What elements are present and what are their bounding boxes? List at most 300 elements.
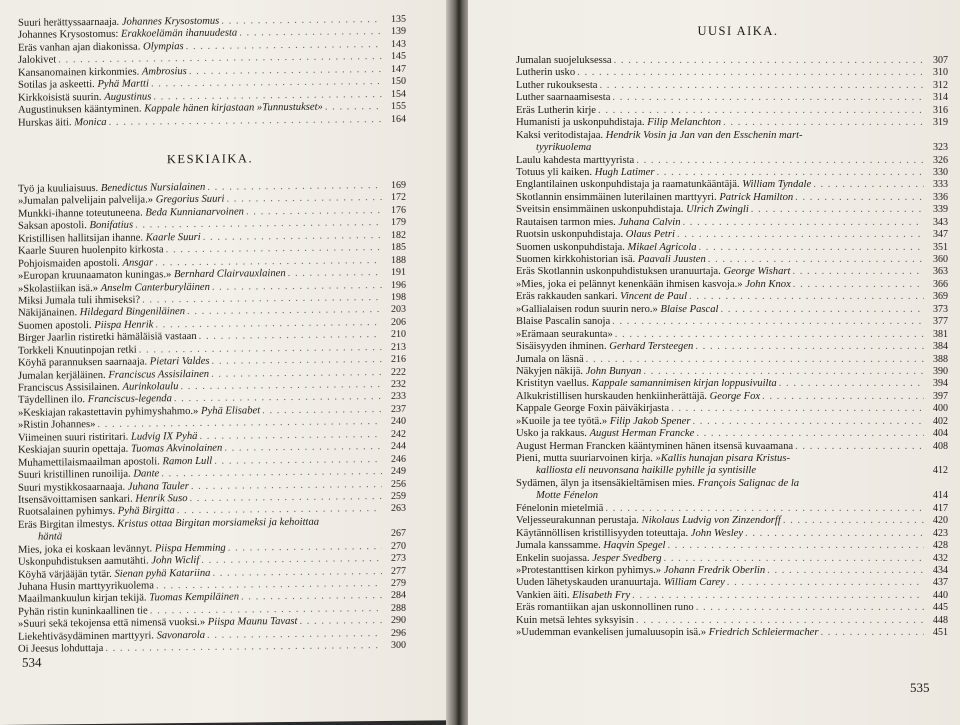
dot-leader — [643, 366, 924, 378]
entry-page-number: 256 — [391, 478, 406, 490]
dot-leader — [636, 155, 924, 167]
entry-title-text: Eräs Lutherin kirje — [516, 104, 597, 116]
entry-page-number: 135 — [391, 13, 406, 25]
entry-page-number: 206 — [391, 316, 406, 328]
entry-author: Ludvig IX Pyhä — [130, 430, 198, 443]
entry-title — [18, 220, 133, 234]
dot-leader — [820, 627, 924, 639]
entry-title — [516, 304, 718, 316]
entry-title — [516, 615, 634, 627]
entry-continuation-text: kalliosta eli neuvonsana haikille pyhille ja syntisille — [536, 465, 757, 477]
entry-author: Franciscus Assisilainen — [108, 368, 210, 381]
entry-page-number: 404 — [933, 428, 948, 440]
toc-entry — [516, 130, 948, 142]
entry-title-text: Skotlannin ensimmäinen luterilainen marttyyri. — [516, 191, 717, 203]
entry-author: Pyhä Elisabet — [201, 405, 261, 417]
entry-page-number: 185 — [391, 241, 406, 254]
entry-title — [516, 179, 811, 191]
entry-title-text: Usko ja rakkaus. — [516, 428, 587, 440]
toc-entry-continuation — [516, 465, 948, 477]
entry-page-number: 434 — [933, 564, 948, 576]
dot-leader — [636, 615, 924, 627]
entry-title-text: Köyhä parannuksen saarnaaja. — [18, 356, 148, 369]
entry-author: Anselm Canterburyläinen — [100, 281, 210, 294]
entry-author: Kristus ottaa Birgitan morsiameksi ja kehoittaa — [117, 516, 320, 530]
toc-entry-continuation — [516, 142, 948, 154]
entry-title — [516, 403, 669, 415]
entry-page-number: 310 — [933, 67, 948, 79]
dot-leader — [671, 403, 924, 415]
toc-entry — [516, 602, 948, 614]
entry-page-number: 267 — [391, 527, 406, 540]
toc-entry — [516, 291, 948, 303]
entry-page-number: 242 — [391, 428, 406, 440]
toc-entry — [516, 266, 948, 278]
entry-page-number: 288 — [391, 602, 406, 614]
entry-title — [516, 528, 743, 540]
entry-author: Tuomas Akvinolainen — [130, 442, 223, 455]
entry-title-text: Pyhän ristin kuninkaallinen tie — [18, 605, 148, 618]
entry-title-text: Muhamettilaismaailman apostoli. — [18, 455, 160, 469]
entry-title-text: Viimeinen suuri ristiritari. — [18, 431, 129, 444]
entry-page-number: 154 — [391, 88, 406, 100]
dot-leader — [813, 179, 924, 191]
entry-title — [516, 80, 598, 92]
toc-entry — [516, 341, 948, 353]
toc-entry — [516, 254, 948, 266]
entry-title-text: Franciscus Assisilainen. — [18, 381, 120, 394]
dot-leader — [598, 105, 924, 117]
entry-page-number: 330 — [933, 166, 948, 178]
entry-author: Ansgar — [122, 257, 154, 269]
entry-page-number: 300 — [391, 639, 406, 652]
entry-title-text: Alkukristillisen hurskauden henkiinherättäjä. — [516, 390, 707, 402]
entry-author: George Fox — [709, 390, 761, 402]
entry-title — [18, 55, 56, 68]
entry-author: John Knox — [745, 278, 791, 290]
entry-author: Jesper Svedberg — [592, 552, 662, 564]
entry-page-number: 451 — [933, 627, 948, 639]
entry-author: Benedictus Nursialainen — [100, 181, 206, 194]
entry-author: Ramon Lull — [162, 455, 213, 467]
dot-leader — [615, 329, 924, 341]
entry-title — [516, 155, 634, 167]
toc-entry — [516, 515, 948, 527]
entry-title — [516, 291, 687, 303]
entry-page-number: 246 — [391, 453, 406, 465]
entry-title-text: Uuden lähetyskauden uranuurtaja. — [516, 577, 662, 589]
entry-page-number: 381 — [933, 328, 948, 340]
entry-title-text: Eräs vanhan ajan diakonissa. — [18, 41, 141, 54]
entry-title-text: Jalokivet — [18, 54, 57, 67]
entry-author: Patrick Hamilton — [719, 191, 794, 203]
entry-page-number: 259 — [391, 490, 406, 502]
dot-leader — [325, 101, 382, 114]
entry-title-text: »Uudemman evankelisen jumaluusopin isä.» — [516, 627, 707, 639]
entry-title-text: Kristityn vaellus. — [516, 378, 589, 390]
entry-title — [516, 627, 818, 639]
toc-entry — [516, 366, 948, 378]
entry-page-number: 343 — [933, 216, 948, 228]
entry-title — [516, 341, 693, 353]
entry-author: Filip Jakob Spener — [609, 415, 691, 427]
toc-entry — [516, 565, 948, 577]
entry-page-number: 414 — [933, 490, 948, 502]
entry-title — [516, 553, 662, 565]
entry-author: Franciscus-legenda — [87, 393, 172, 406]
entry-page-number: 326 — [933, 154, 948, 166]
entry-title-text: Rautaisen tarmon mies. — [516, 216, 616, 228]
entry-title-text: Lutherin usko — [516, 67, 576, 79]
entry-page-number: 182 — [391, 229, 406, 241]
entry-title-text: Suomen uskonpuhdistaja. — [516, 241, 625, 253]
entry-page-number: 445 — [933, 602, 948, 614]
toc-entry — [18, 113, 406, 130]
dot-leader — [105, 640, 382, 655]
toc-entry-continuation — [516, 490, 948, 502]
entry-author: Dante — [133, 468, 160, 480]
entry-title — [516, 378, 777, 390]
entry-title — [516, 229, 675, 241]
entry-author: August Herman Francke — [589, 428, 695, 440]
entry-title — [516, 204, 749, 216]
entry-title-text: Munkki-ihanne toteutuneena. — [18, 207, 143, 220]
entry-title — [516, 329, 613, 341]
toc-list-top — [18, 14, 406, 130]
entry-page-number: 448 — [933, 614, 948, 626]
entry-title-text: »Gallialaisen rodun suurin nero.» — [516, 303, 658, 315]
entry-author: Filip Melanchton — [647, 117, 722, 129]
entry-title-text: Vankien äiti. — [516, 589, 570, 601]
entry-author: William Tyndale — [742, 179, 812, 191]
entry-page-number: 249 — [391, 465, 406, 477]
entry-title-text: Jumalan kerjäläinen. — [18, 369, 106, 382]
toc-entry — [516, 279, 948, 291]
entry-author: Aurinkolaulu — [122, 381, 179, 393]
entry-author: Olympias — [143, 40, 184, 53]
toc-entry — [516, 304, 948, 316]
entry-page-number: 366 — [933, 278, 948, 290]
entry-title-text: Maailmankuulun kirjan tekijä. — [18, 592, 147, 606]
entry-title — [516, 67, 575, 79]
entry-author: Piispa Hemming — [154, 542, 226, 555]
entry-author: Bonifatius — [89, 219, 134, 232]
entry-author: Sienan pyhä Katariina — [114, 567, 211, 580]
entry-page-number: 412 — [933, 465, 948, 477]
entry-title — [516, 279, 791, 291]
entry-title-text: Näkyjen näkijä. — [516, 365, 584, 377]
entry-title-text: Pieni, mutta suuriarvoinen kirja. — [516, 453, 653, 464]
toc-entry — [516, 117, 948, 129]
entry-author: Johannes Krysostomus — [121, 15, 220, 28]
entry-page-number: 147 — [391, 63, 406, 75]
dot-leader — [767, 565, 924, 577]
toc-list-uusi-aika — [516, 55, 948, 640]
entry-author: Kaarle Suuri — [145, 231, 201, 244]
entry-title-text: Itsensävoittamisen sankari. — [18, 493, 133, 506]
dot-leader — [683, 217, 925, 229]
entry-title-text: Keskiajan suurin opettaja. — [18, 443, 129, 456]
entry-author: Piispa Henrik — [94, 319, 154, 331]
entry-page-number: 164 — [391, 113, 406, 125]
entry-page-number: 191 — [391, 266, 406, 278]
entry-title-text: Eräs romantiikan ajan uskonnollinen runo — [516, 602, 694, 614]
entry-title — [516, 602, 694, 614]
entry-title-text: Suuri herättyssaarnaaja. — [18, 16, 120, 29]
entry-page-number: 155 — [391, 100, 406, 112]
entry-page-number: 213 — [391, 341, 406, 353]
entry-title-text: Sydämen, älyn ja itsensäkieltämisen mies. — [516, 477, 695, 489]
toc-list-keskiaika — [18, 180, 406, 657]
entry-title-text: Kuin metsä lehtes syksyisin — [516, 614, 634, 626]
entry-page-number: 150 — [391, 75, 406, 88]
dot-leader — [795, 192, 924, 204]
entry-title-text: Sisäisyyden ihminen. — [516, 341, 607, 353]
entry-title-text: Enkelin suojassa. — [516, 552, 590, 564]
entry-title-text: Humanisti ja uskonpuhdistaja. — [516, 117, 645, 129]
entry-title-text: Täydellinen ilo. — [18, 394, 86, 407]
entry-title-text: Köyhä värjääjän tytär. — [18, 568, 112, 581]
entry-author: Johann Fredrik Oberlin — [663, 564, 766, 576]
toc-entry — [516, 80, 948, 92]
entry-title-text: August Herman Francken kääntyminen hänen itsensä kuvaamana — [516, 440, 794, 452]
entry-title-text: Suuri mystikkosaarnaaja. — [18, 481, 126, 494]
entry-page-number: 394 — [933, 378, 948, 390]
dot-leader — [600, 80, 925, 92]
entry-title-text: Ruotsin uskonpuhdistaja. — [516, 229, 624, 241]
entry-page-number: 196 — [391, 279, 406, 291]
entry-title — [516, 577, 725, 589]
entry-title-text: »Suuri sekä tekojensa että nimensä vuoksi.» — [18, 617, 206, 631]
entry-author: Monica — [74, 116, 107, 128]
entry-author: Savonarola — [156, 629, 206, 642]
entry-page-number: 423 — [933, 527, 948, 539]
entry-title — [516, 266, 790, 278]
entry-title-text: »Keskiajan rakastettavin pyhimyshahmo.» — [18, 405, 199, 419]
entry-page-number: 307 — [933, 55, 948, 66]
entry-author: Bernhard Clairvauxlainen — [173, 268, 286, 281]
entry-title — [516, 540, 665, 552]
entry-author: Augustinus — [104, 91, 152, 103]
entry-title — [18, 419, 95, 432]
entry-author: Elisabeth Fry — [572, 589, 631, 601]
toc-entry — [516, 316, 948, 328]
entry-author: Paavali Juusten — [637, 254, 706, 265]
entry-page-number: 408 — [933, 440, 948, 452]
dot-leader — [699, 242, 925, 254]
toc-entry — [516, 155, 948, 167]
entry-title-text: Juhana Husin marttyyrikuolema — [18, 580, 154, 593]
dot-leader — [612, 92, 924, 104]
toc-entry — [516, 577, 948, 589]
entry-title-text: Suuri kristillinen runoilija. — [18, 468, 131, 481]
entry-title-text: Fénelonin mietelmiä — [516, 502, 604, 514]
entry-author: Blaise Pascal — [660, 303, 719, 315]
dot-leader — [723, 117, 924, 129]
entry-author: Ambrosius — [141, 65, 187, 78]
entry-author: William Carey — [663, 577, 725, 589]
toc-entry — [516, 403, 948, 415]
entry-page-number: 273 — [391, 552, 406, 565]
entry-title-text: Käytännöllisen kristillisyyden toteuttaja. — [516, 527, 689, 539]
entry-title — [516, 192, 793, 204]
dot-leader — [792, 266, 924, 278]
entry-title-text: Kaarle Suuren huolenpito kirkosta — [18, 244, 164, 257]
entry-page-number: 400 — [933, 403, 948, 415]
entry-author: John Wesley — [690, 527, 744, 539]
entry-title — [516, 366, 641, 378]
entry-title — [516, 478, 799, 490]
entry-title-text: Eräs Skotlannin uskonpuhdistuksen uranuurtaja. — [516, 266, 721, 278]
entry-title-text: Saksan apostoli. — [18, 220, 87, 233]
entry-page-number: 284 — [391, 590, 406, 602]
entry-page-number: 139 — [391, 26, 406, 38]
dot-leader — [692, 416, 924, 428]
entry-title — [516, 316, 610, 328]
entry-author: Olaus Petri — [625, 229, 675, 241]
toc-entry — [516, 204, 948, 216]
dot-leader — [577, 67, 924, 79]
toc-entry — [516, 167, 948, 179]
toc-entry — [516, 242, 948, 254]
entry-page-number: 402 — [933, 415, 948, 427]
entry-page-number: 232 — [391, 378, 406, 390]
entry-page-number: 210 — [391, 328, 406, 341]
dot-leader — [783, 515, 924, 527]
dot-leader — [612, 316, 924, 328]
entry-title — [516, 503, 603, 515]
entry-author: »Kallis hunajan pisara Kristus- — [655, 453, 790, 464]
entry-page-number: 172 — [391, 192, 406, 204]
entry-title — [516, 117, 721, 129]
entry-page-number: 198 — [391, 291, 406, 303]
entry-page-number: 237 — [391, 403, 406, 415]
entry-author: Piispa Maunu Tavast — [207, 616, 298, 629]
toc-entry — [516, 615, 948, 627]
entry-title-text: »Erämaan seurakunta» — [516, 328, 613, 340]
section-heading-keskiaika: KESKIAIKA. — [166, 151, 254, 167]
toc-entry — [516, 416, 948, 428]
right-page — [468, 0, 960, 725]
entry-page-number: 432 — [933, 552, 948, 564]
dot-leader — [720, 304, 924, 316]
entry-author: Erakkoelämän ihanuudesta — [121, 27, 238, 41]
dot-leader — [177, 503, 382, 518]
entry-title — [516, 565, 765, 577]
entry-title-text: Veljesseurakunnan perustaja. — [516, 515, 639, 527]
entry-author: Nikolaus Ludvig von Zinzendorff — [641, 515, 781, 527]
entry-author: Beda Kunnianarvoinen — [145, 206, 244, 219]
dot-leader — [689, 291, 924, 303]
entry-page-number: 363 — [933, 266, 948, 278]
toc-entry — [516, 105, 948, 117]
dot-leader — [299, 615, 382, 628]
toc-entry — [516, 441, 948, 453]
entry-title — [516, 441, 793, 453]
entry-title-text: Torkkeli Knuutinpojan retki — [18, 344, 137, 357]
entry-page-number: 390 — [933, 365, 948, 377]
dot-leader — [695, 341, 924, 353]
entry-page-number: 333 — [933, 179, 948, 191]
dot-leader — [762, 391, 924, 403]
entry-author: Friedrich Schleiermacher — [708, 627, 819, 639]
entry-title — [516, 391, 760, 403]
entry-author: Hugh Latimer — [594, 166, 655, 178]
section-heading-uusi-aika: UUSI AIKA. — [697, 24, 779, 38]
entry-continuation-text: tyyrikuolema — [536, 142, 592, 154]
dot-leader — [727, 577, 924, 589]
dot-leader — [605, 503, 924, 515]
entry-page-number: 222 — [391, 366, 406, 378]
entry-title-text: »Europan kruunaamaton kuningas.» — [18, 269, 172, 282]
entry-page-number: 244 — [391, 440, 406, 453]
dot-leader — [664, 553, 924, 565]
entry-author: Tuomas Kempiläinen — [149, 591, 239, 604]
entry-page-number: 203 — [391, 304, 406, 316]
entry-author: Gerhard Tersteegen — [609, 341, 694, 353]
entry-title — [516, 416, 690, 428]
page-number: 534 — [22, 654, 42, 670]
entry-title-text: Englantilainen uskonpuhdistaja ja raamatunkääntäjä. — [516, 179, 740, 191]
entry-title — [516, 254, 706, 266]
entry-page-number: 347 — [933, 229, 948, 241]
entry-title — [516, 105, 596, 117]
dot-leader — [696, 428, 924, 440]
entry-page-number: 373 — [933, 303, 948, 315]
entry-page-number: 176 — [391, 204, 406, 216]
entry-author: Pyhä Martti — [97, 78, 149, 91]
entry-page-number: 388 — [933, 353, 948, 365]
entry-author: Juhana Calvin — [618, 216, 681, 228]
entry-author: Kappale samannimisen kirjan loppusivuilta — [591, 378, 777, 390]
left-page — [0, 0, 452, 725]
entry-title — [516, 453, 790, 465]
entry-author: John Bunyan — [585, 365, 642, 377]
entry-page-number: 143 — [391, 38, 406, 50]
entry-page-number: 240 — [391, 416, 406, 428]
entry-title — [516, 428, 694, 440]
dot-leader — [708, 254, 924, 266]
entry-continuation-text: häntä — [38, 531, 63, 543]
entry-title-text: Luther rukouksesta — [516, 79, 598, 91]
entry-page-number: 420 — [933, 515, 948, 527]
toc-entry — [516, 229, 948, 241]
entry-author: Kappale hänen kirjastaan »Tunnustukset» — [144, 101, 323, 115]
entry-title-text: Kristillisen hallitsijan ihanne. — [18, 232, 144, 245]
entry-page-number: 397 — [933, 390, 948, 402]
entry-page-number: 312 — [933, 79, 948, 91]
dot-leader — [779, 378, 924, 390]
toc-entry — [516, 217, 948, 229]
entry-page-number: 316 — [933, 104, 948, 116]
toc-entry — [516, 192, 948, 204]
entry-page-number: 216 — [391, 353, 406, 366]
entry-title-text: Kirkkoisistä suurin. — [18, 91, 102, 104]
toc-entry — [516, 478, 948, 490]
toc-entry — [516, 354, 948, 366]
entry-page-number: 428 — [933, 540, 948, 552]
entry-page-number: 437 — [933, 577, 948, 589]
entry-title — [516, 55, 612, 67]
entry-title — [516, 217, 681, 229]
entry-page-number: 279 — [391, 577, 406, 589]
entry-title-text: Miksi Jumala tuli ihmiseksi? — [18, 294, 141, 307]
toc-entry — [516, 329, 948, 341]
entry-title-text: Jumala kanssamme. — [516, 540, 601, 552]
entry-page-number: 384 — [933, 341, 948, 353]
entry-page-number: 339 — [933, 204, 948, 216]
entry-title-text: Eräs Birgitan ilmestys. — [18, 518, 115, 531]
